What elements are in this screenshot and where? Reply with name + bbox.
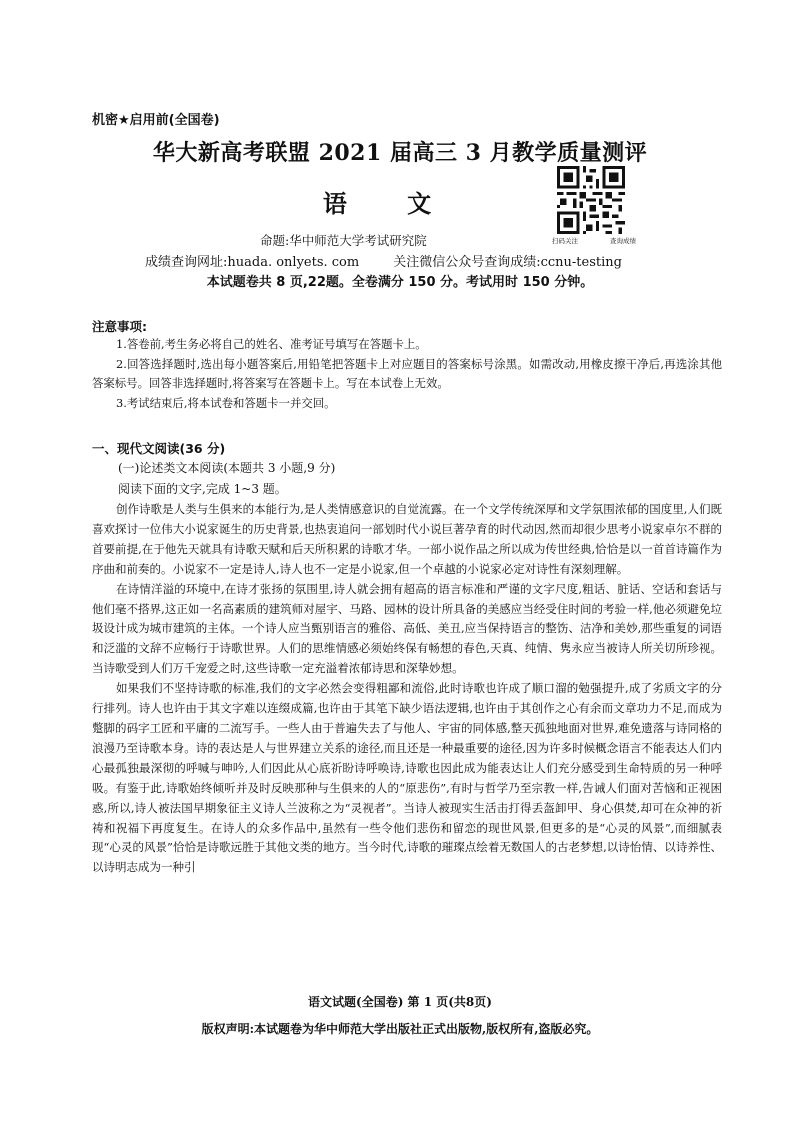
exam-title: 华大新高考联盟 2021 届高三 3 月教学质量测评 (152, 140, 648, 166)
section-heading: 一、现代文阅读(36 分) (92, 441, 226, 456)
subject-title: 语 文 (322, 190, 458, 218)
exam-setter: 命题:华中师范大学考试研究院 (260, 233, 427, 248)
copyright-notice: 版权声明:本试题卷为华中师范大学出版社正式出版物,版权所有,盗版必究。 (201, 1022, 599, 1036)
confidential-label: 机密★启用前(全国卷) (92, 113, 220, 128)
notes-item: 3.考试结束后,将本试卷和答题卡一并交回。 (116, 395, 336, 410)
passage-paragraph: 如果我们不坚持诗歌的标准,我们的文字必然会变得粗鄙和流俗,此时诗歌也许成了顺口溜的勉强提升,成了劣质文字的分行排列。诗人也许由于其文字难以连缀成篇,也许由于其笔下缺少语法逻辑,也许由于其创作之心有余而文章功力不足,而成为蹩脚的码字工匠和平庸的二流写手。一些人由于普遍失去了与他人、宇宙的同体感,整天孤独地面对世界,难免遗落与诗同格的浪漫乃至诗歌本身。诗的表达是人与世界建立关系的途径,而且还是一种最重要的途径,因为许多时候概念语言不能表达人们内心最孤独最深彻的呼喊与呻吟,人们因此从心底祈盼诗呼唤诗,诗歌也因此成为能表达让人们充分感受到生命特质的另一种呼吸。有鉴于此,诗歌始终倾听并及时反映那种与生俱来的人的“原悲伤”,有时与哲学乃至宗教一样,告诫人们面对苦恼和正视困惑,所以,诗人被法国早期象征主义诗人兰波称之为“灵视者”。当诗人被现实生活击打得丢盔卸甲、身心俱焚,却可在众神的祈祷和祝福下再度复生。在诗人的众多作品中,虽然有一些令他们悲伤和留恋的现世风景,但更多的是“心灵的风景”,而细腻表现“心灵的风景”恰恰是诗歌远胜于其他文类的地方。当今时代,诗歌的璀璨点绘着无数国人的古老梦想,以诗怡情、以诗养性、以诗明志成为一种引 (92, 681, 722, 875)
page-footer: 语文试题(全国卷) 第 1 页(共8页) (308, 995, 492, 1009)
notes-item: 2.回答选择题时,选出每小题答案后,用铅笔把答题卡上对应题目的答案标号涂黑。如需改动,用橡皮擦干净后,再选涂其他答案标号。回答非选择题时,将答案写在答题卡上。写在本试卷上无效。 (92, 356, 722, 390)
qr-caption (552, 236, 636, 245)
subsection-heading: (一)论述类文本阅读(本题共 3 小题,9 分) (118, 461, 336, 475)
passage-paragraph: 在诗情洋溢的环境中,在诗才张扬的氛围里,诗人就会拥有超高的语言标准和严谨的文字尺度,粗话、脏话、空话和套话与他们毫不搭界,这正如一名高素质的建筑师对屋宇、马路、园林的设计所具备的美感应当经受住时间的考验一样,他必须避免垃圾设计成为城市建筑的主体。一个诗人应当甄别语言的雅俗、高低、美丑,应当保持语言的整饬、洁净和美妙,那些重复的词语和泛滥的文辞不应畅行于诗歌世界。人们的思维情感必须始终保有畅想的春色,天真、纯情、隽永应当被诗人所关切所珍视。当诗歌受到人们万千宠爱之时,这些诗歌一定充溢着浓郁诗思和深挚妙想。 (92, 581, 722, 676)
notes-heading: 注意事项: (92, 319, 147, 334)
qr-caption-query: 查询成绩 (610, 237, 636, 245)
exam-summary: 本试题卷共 8 页,22题。全卷满分 150 分。考试用时 150 分钟。 (206, 275, 594, 290)
score-query-wechat: 关注微信公众号查询成绩:ccnu-testing (393, 255, 622, 270)
reading-passage (92, 500, 722, 878)
notes-item: 1.答卷前,考生务必将自己的姓名、准考证号填写在答题卡上。 (116, 337, 427, 351)
notes-list (92, 335, 722, 413)
reading-instruction: 阅读下面的文字,完成 1~3 题。 (118, 482, 287, 496)
qr-caption-follow: 扫码关注 (552, 237, 578, 245)
score-query-site: 成绩查询网址:huada. onlyets. com (145, 255, 360, 270)
passage-paragraph: 创作诗歌是人类与生俱来的本能行为,是人类情感意识的自觉流露。在一个文学传统深厚和文学氛围浓郁的国度里,人们既喜欢探讨一位伟大小说家诞生的历史背景,也热衷追问一部划时代小说巨著孕育的时代动因,然而却很少思考小说家卓尔不群的首要前提,在于他先天就具有诗歌天赋和后天所积累的诗歌才华。一部小说作品之所以成为传世经典,恰恰是以一首首诗篇作为序曲和前奏的。小说家不一定是诗人,诗人也不一定是小说家,但一个卓越的小说家必定对诗性有深刻理解。 (92, 502, 722, 576)
score-query-line (145, 251, 622, 270)
qr-code-icon (557, 166, 625, 234)
